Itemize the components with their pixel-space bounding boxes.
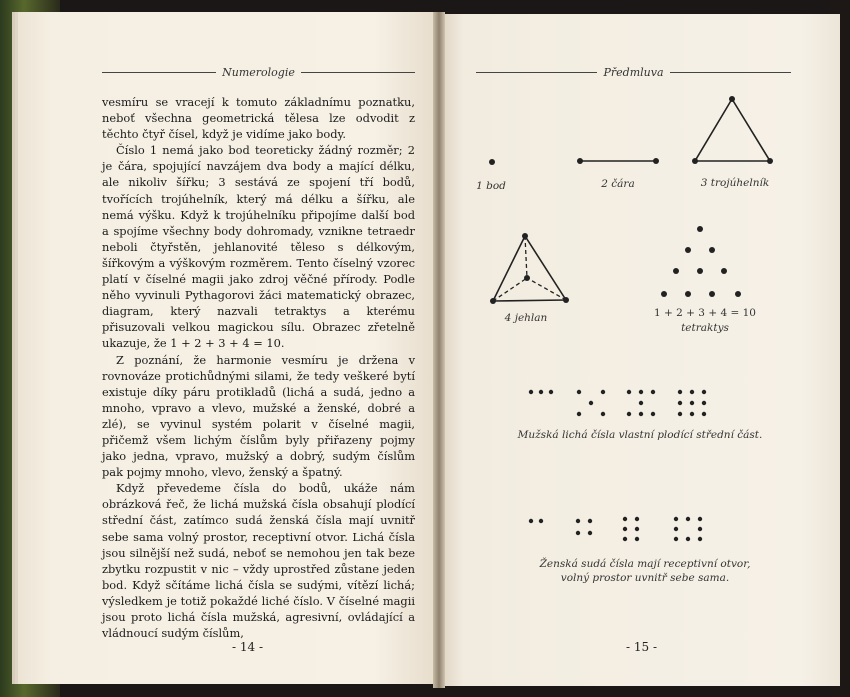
caption-four-pyramid: 4 jehlan — [504, 312, 548, 324]
right-page-number: - 15 - — [626, 640, 658, 654]
paragraph: Když převedeme čísla do bodů, ukáže nám obrázková řeč, že lichá mužská čísla obsahují plodící střední část, zatímco sudá ženská čísla mají uvnitř sebe sama volný prostor, receptivní otvor. Lichá čísla jsou silnější než sudá, neboť se nemohou jen tak beze zbytku rozpustit v nic – vždy uprostřed zůstane jeden bod. Když sčítáme lichá čísla se sudými, vítězí lichá; výsledkem je totiž pokaždé liché číslo. V číselné magii jsou proto lichá čísla mužská, agresivní, ovládající a vládnoucí sudým číslům, — [102, 481, 415, 641]
odd-number-dots — [529, 390, 706, 416]
paragraph: vesmíru se vracejí k tomuto základnímu poznatku, neboť všechna geometrická tělesa lze odvodit z těchto čtyř čísel, když je vidíme jako body. — [102, 95, 415, 142]
caption-tetraktys: tetraktys — [681, 322, 729, 334]
caption-female-even-2: volný prostor uvnitř sebe sama. — [560, 572, 730, 584]
caption-male-odd: Mužská lichá čísla vlastní plodící střední část. — [517, 429, 763, 441]
pyramid-figure — [490, 233, 569, 304]
caption-two-line: 2 čára — [601, 178, 635, 190]
caption-female-even-1: Ženská sudá čísla mají receptivní otvor, — [539, 558, 751, 570]
left-page-number: - 14 - — [232, 640, 264, 654]
paragraph: Z poznání, že harmonie vesmíru je držena v rovnováze protichůdnými silami, že tedy veškeré bytí existuje díky páru protikladů (lichá a sudá, jedno a mnoho, vpravo a vlevo, mužské a ženské, dobré a zlé), se vyvinul systém polarit v číselné magii, přičemž všem lichým číslům byly přiřazeny pojmy jako jedna, vpravo, mužský a dobrý, sudým číslům pak pojmy mnoho, vlevo, ženský a špatný. — [102, 352, 415, 480]
single-point — [489, 159, 495, 165]
caption-three-triangle: 3 trojúhelník — [700, 177, 770, 189]
paragraph: Číslo 1 nemá jako bod teoreticky žádný rozměr; 2 je čára, spojující navzájem dva body a mající délku, ale nikoliv šířku; 3 sestává ze spojení tří bodů, tvořících trojúhelník, který má délku a šířku, ale nemá výšku. Když k trojúhelníku připojíme další bod a spojíme všechny body dohromady, vznikne tetraedr neboli čtyřstěn, jehlanovité těleso s délkovým, šířkovým a výškovým rozměrem. Tento číselný vzorec platí v číselné magii jako zdroj věčné přírody. Podle něho vyvinuli Pythagorovi žáci matematický obrazec, diagram, který nazvali tetraktys a kterému přisuzovali velkou magickou sílu. Obrazec zřetelně ukazuje, že 1 + 2 + 3 + 4 = 10. — [102, 143, 415, 351]
caption-tetraktys-sum: 1 + 2 + 3 + 4 = 10 — [654, 307, 756, 319]
running-head-title: Numerologie — [222, 66, 295, 79]
caption-one-point: 1 bod — [476, 180, 506, 192]
triangle-figure — [692, 96, 773, 164]
two-point-line — [577, 158, 659, 164]
tetraktys-figure — [661, 226, 741, 297]
running-head-title: Předmluva — [603, 66, 664, 79]
even-number-dots — [529, 517, 702, 541]
